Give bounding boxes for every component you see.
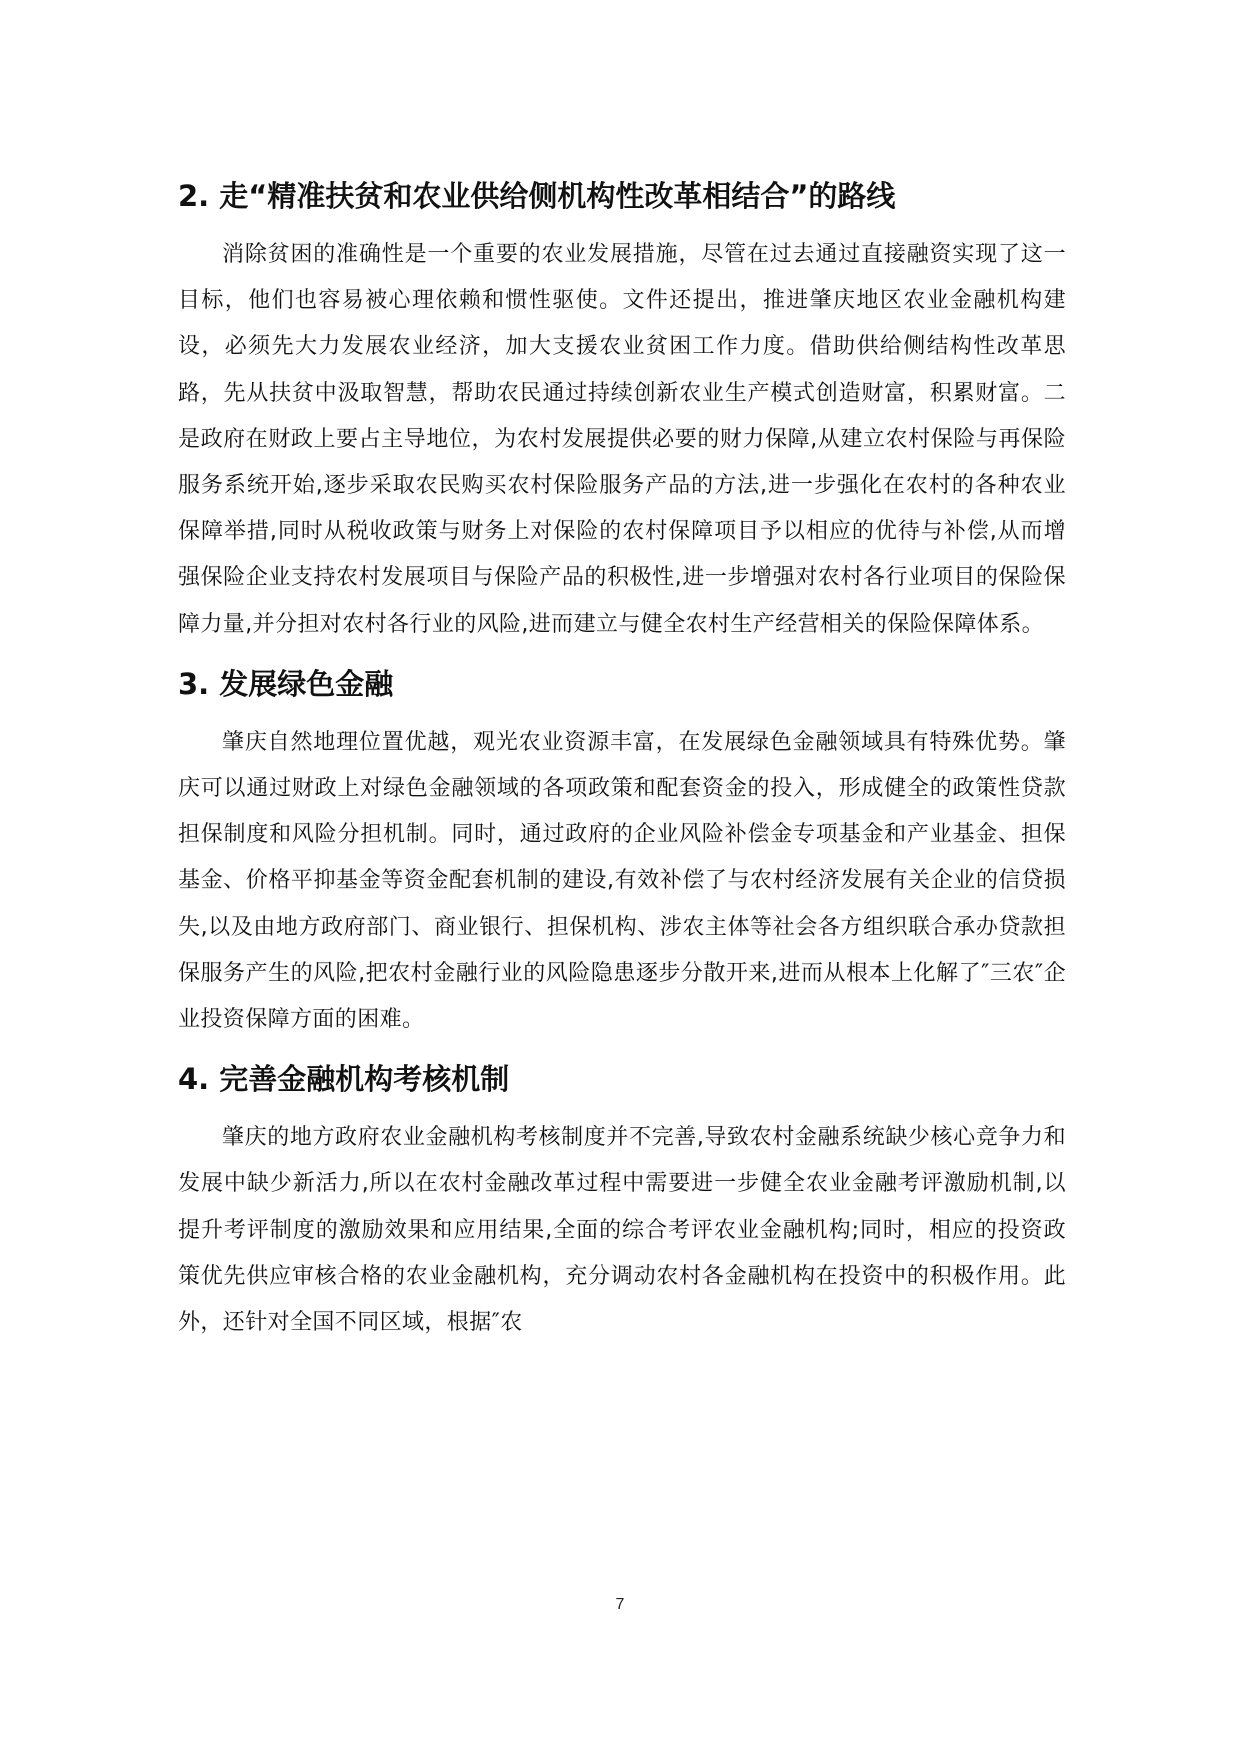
section-paragraph-3: 肇庆自然地理位置优越，观光农业资源丰富，在发展绿色金融领域具有特殊优势。肇庆可以通过财政上对绿色金融领域的各项政策和配套资金的投入，形成健全的政策性贷款担保制度和风险分担机制。同时，通过政府的企业风险补偿金专项基金和产业基金、担保基金、价格平抑基金等资金配套机制的建设,有效补偿了与农村经济发展有关企业的信贷损失,以及由地方政府部门、商业银行、担保机构、涉农主体等社会各方组织联合承办贷款担保服务产生的风险,把农村金融行业的风险隐患逐步分散开来,进而从根本上化解了″三农″企业投资保障方面的困难。 bbox=[178, 729, 1066, 1033]
section-heading-2: 2. 走“精准扶贫和农业供给侧机构性改革相结合”的路线 bbox=[178, 179, 896, 213]
page-number: 7 bbox=[615, 1596, 625, 1613]
section-heading-3: 3. 发展绿色金融 bbox=[178, 666, 394, 701]
section-paragraph-2: 消除贫困的准确性是一个重要的农业发展措施，尽管在过去通过直接融资实现了这一目标，他们也容易被心理依赖和惯性驱使。文件还提出，推进肇庆地区农业金融机构建设，必须先大力发展农业经济，加大支援农业贫困工作力度。借助供给侧结构性改革思路，先从扶贫中汲取智慧，帮助农民通过持续创新农业生产模式创造财富，积累财富。二是政府在财政上要占主导地位，为农村发展提供必要的财力保障,从建立农村保险与再保险服务系统开始,逐步采取农民购买农村保险服务产品的方法,进一步强化在农村的各种农业保障举措,同时从税收政策与财务上对保险的农村保障项目予以相应的优待与补偿,从而增强保险企业支持农村发展项目与保险产品的积极性,进一步增强对农村各行业项目的保险保障力量,并分担对农村各行业的风险,进而建立与健全农村生产经营相关的保险保障体系。 bbox=[178, 242, 1066, 637]
section-paragraph-4: 肇庆的地方政府农业金融机构考核制度并不完善,导致农村金融系统缺少核心竞争力和发展中缺少新活力,所以在农村金融改革过程中需要进一步健全农业金融考评激励机制,以提升考评制度的激励效果和应用结果,全面的综合考评农业金融机构;同时，相应的投资政策优先供应审核合格的农业金融机构，充分调动农村各金融机构在投资中的积极作用。此外，还针对全国不同区域，根据″农 bbox=[178, 1125, 1066, 1336]
section-heading-4: 4. 完善金融机构考核机制 bbox=[178, 1062, 510, 1097]
document-body bbox=[178, 172, 1066, 1358]
